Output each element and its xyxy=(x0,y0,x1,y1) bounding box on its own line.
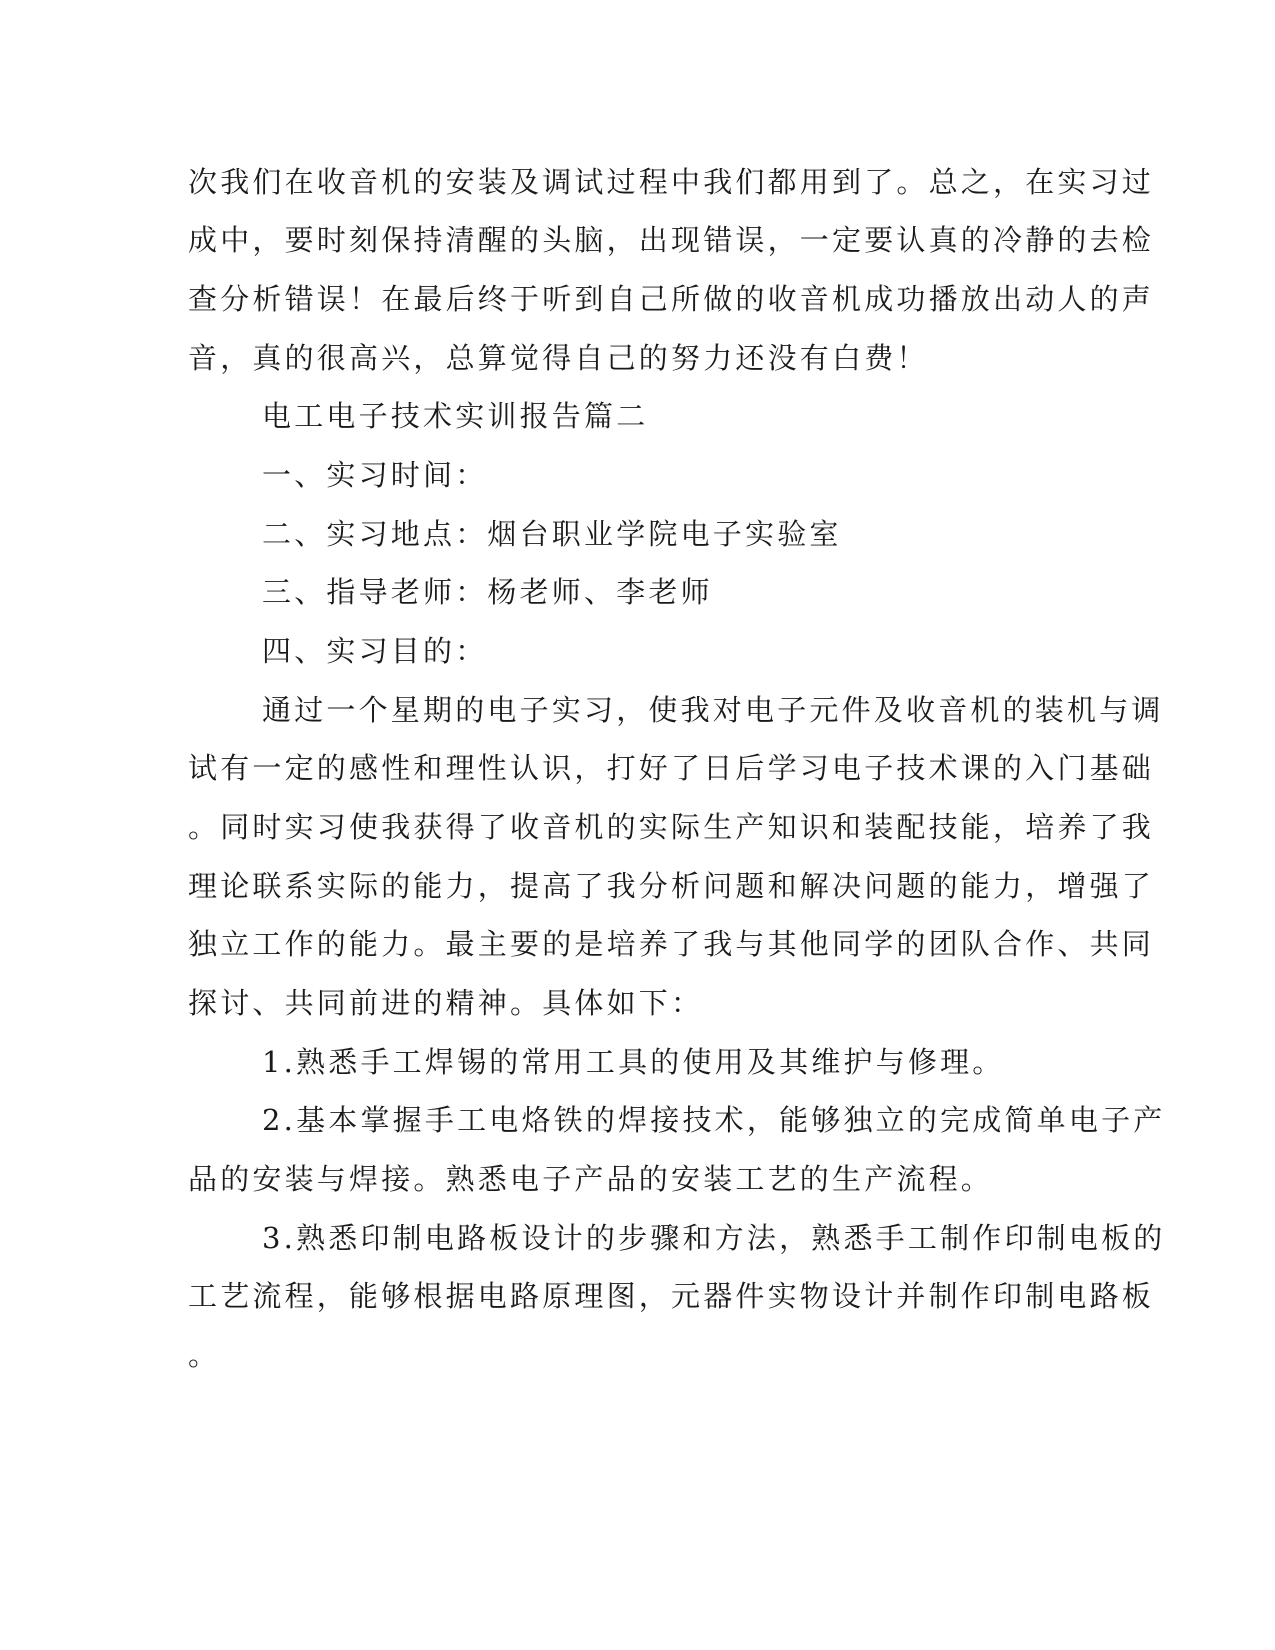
text-line: 次我们在收音机的安装及调试过程中我们都用到了。总之，在实习过 xyxy=(188,165,1155,199)
section-heading: 电工电子技术实训报告篇二 xyxy=(262,399,649,433)
text-line: 查分析错误！在最后终于听到自己所做的收音机成功播放出动人的声 xyxy=(188,282,1155,316)
text-line: 理论联系实际的能力，提高了我分析问题和解决问题的能力，增强了 xyxy=(188,869,1155,903)
list-item: 1.熟悉手工焊锡的常用工具的使用及其维护与修理。 xyxy=(262,1045,1005,1079)
text-line: 工艺流程，能够根据电路原理图，元器件实物设计并制作印制电路板 xyxy=(188,1279,1155,1313)
text-line: 试有一定的感性和理性认识，打好了日后学习电子技术课的入门基础 xyxy=(188,751,1155,785)
text-line: 独立工作的能力。最主要的是培养了我与其他同学的团队合作、共同 xyxy=(188,927,1155,961)
text-line: 。 xyxy=(188,1338,221,1372)
text-line: 探讨、共同前进的精神。具体如下： xyxy=(188,986,704,1020)
text-line: 成中，要时刻保持清醒的头脑，出现错误，一定要认真的冷静的去检 xyxy=(188,223,1155,257)
text-line: 通过一个星期的电子实习，使我对电子元件及收音机的装机与调 xyxy=(262,693,1164,727)
text-line: 。同时实习使我获得了收音机的实际生产知识和装配技能，培养了我 xyxy=(188,810,1155,844)
text-line: 品的安装与焊接。熟悉电子产品的安装工艺的生产流程。 xyxy=(188,1162,994,1196)
text-line: 三、指导老师：杨老师、李老师 xyxy=(262,575,713,609)
list-item: 2.基本掌握手工电烙铁的焊接技术，能够独立的完成简单电子产 xyxy=(262,1103,1166,1137)
text-line: 音，真的很高兴，总算觉得自己的努力还没有白费！ xyxy=(188,341,929,375)
text-line: 二、实习地点：烟台职业学院电子实验室 xyxy=(262,517,842,551)
text-line: 四、实习目的： xyxy=(262,634,488,668)
list-item: 3.熟悉印制电路板设计的步骤和方法，熟悉手工制作印制电板的 xyxy=(262,1221,1166,1255)
text-line: 一、实习时间： xyxy=(262,458,488,492)
